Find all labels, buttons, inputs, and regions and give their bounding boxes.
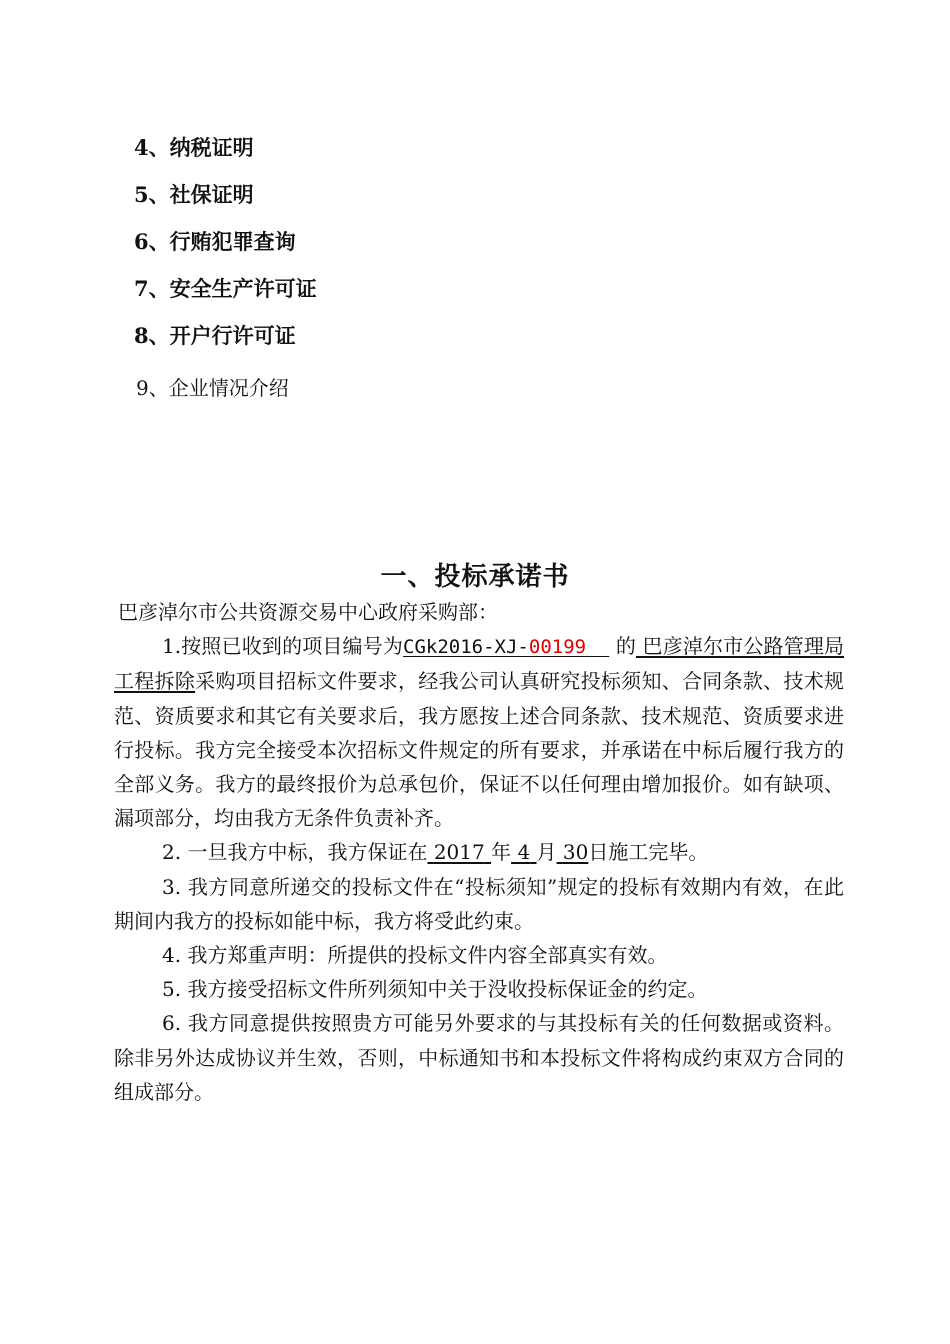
- paragraph-6: 6. 我方同意提供按照贵方可能另外要求的与其投标有关的任何数据或资料。除非另外达成协议并生效，否则，中标通知书和本投标文件将构成约束双方合同的组成部分。: [114, 1011, 844, 1104]
- list-item: 9、企业情况介绍: [136, 376, 289, 400]
- list-item: 6、行贿犯罪查询: [134, 229, 296, 254]
- addressee: 巴彦淖尔市公共资源交易中心政府采购部：: [118, 600, 498, 624]
- completion-day: [557, 840, 589, 864]
- list-item: 4、纳税证明: [134, 135, 254, 160]
- year-label: 年: [491, 840, 512, 865]
- completion-month-value: 4: [517, 840, 531, 865]
- project-name-text: 巴彦淖尔市公路管理局工程拆除: [114, 634, 845, 694]
- p1-lead: 1.按照已收到的项目编号为: [162, 634, 404, 659]
- commitment-letter-body: [114, 595, 844, 1109]
- p2-tail: 日施工完毕。: [588, 840, 709, 865]
- list-item: 5、社保证明: [134, 182, 254, 207]
- p1-mid: 的: [615, 634, 637, 659]
- list-item: 8、开户行许可证: [134, 323, 296, 348]
- paragraph-1: [114, 629, 844, 835]
- page-title: 一、投标承诺书: [380, 562, 570, 592]
- month-label: 月: [536, 840, 557, 865]
- paragraph-3: 3. 我方同意所递交的投标文件在“投标须知”规定的投标有效期内有效，在此期间内我方的投标如能中标，我方将受此约束。: [114, 874, 844, 933]
- paragraph-2: [114, 835, 844, 869]
- completion-year: [427, 840, 491, 864]
- p2-lead: 2. 一旦我方中标，我方保证在: [162, 840, 428, 865]
- project-code: [403, 636, 609, 658]
- completion-month: [511, 840, 536, 864]
- completion-year-value: 2017: [433, 840, 485, 865]
- project-code-prefix: CGk2016-XJ-: [403, 636, 529, 659]
- paragraph-5: 5. 我方接受招标文件所列须知中关于没收投标保证金的约定。: [162, 977, 708, 1002]
- list-item: 7、安全生产许可证: [134, 276, 317, 301]
- completion-day-value: 30: [562, 840, 589, 865]
- p1-rest: 采购项目招标文件要求，经我公司认真研究投标须知、合同条款、技术规范、资质要求和其它有关要求后，我方愿按上述合同条款、技术规范、资质要求进行投标。我方完全接受本次招标文件规定的所有要求，并承诺在中标后履行我方的全部义务。我方的最终报价为总承包价，保证不以任何理由增加报价。如有缺项、漏项部分，均由我方无条件负责补齐。: [114, 669, 845, 831]
- project-code-suffix: 00199: [528, 636, 587, 659]
- paragraph-4: 4. 我方郑重声明：所提供的投标文件内容全部真实有效。: [162, 943, 668, 968]
